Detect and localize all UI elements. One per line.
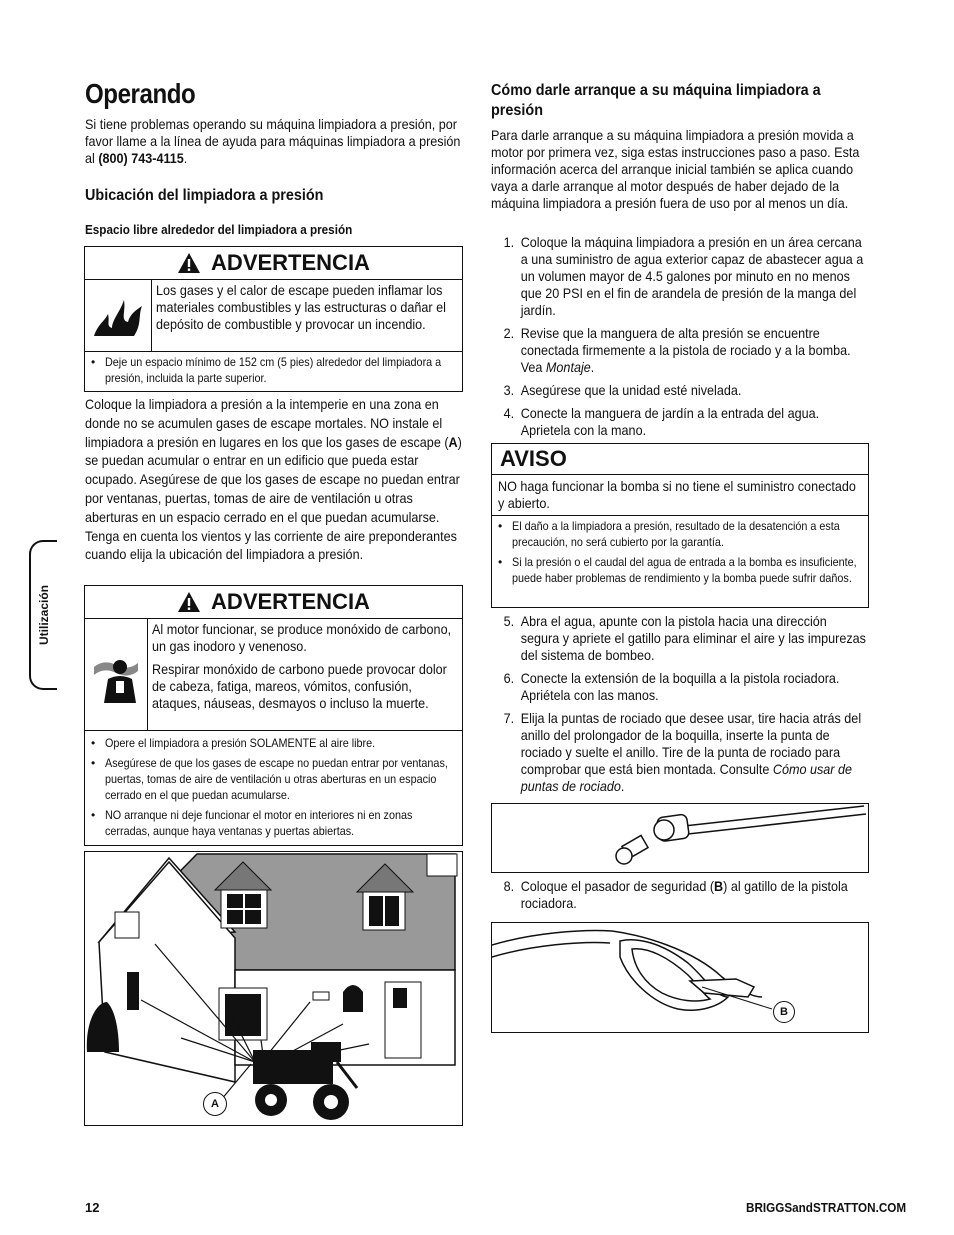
startup-steps-2 [491, 613, 867, 801]
warning-bullet [85, 805, 462, 841]
notice-text: NO haga funcionar la bomba si no tiene el suministro conectado y abierto. [498, 478, 856, 511]
step-text: Asegúrese que la unidad esté nivelada. [520, 382, 742, 398]
intro-paragraph [85, 116, 463, 167]
step-item [491, 325, 867, 376]
step-text: Coloque la máquina limpiadora a presión en un área cercana a una suministro de agua exterior capaz de abastecer agua a un volumen mayor de 4.5 galones por minuto en no menos que 20 PSI en el fin de arandela de presión de la manga del jardín. [520, 234, 864, 318]
warning-header [85, 247, 462, 280]
bullet-text: • Asegúrese de que los gases de escape no puedan entrar por ventanas, puertas, tomas de aire de ventilación u otras aberturas en un espacio cerrado en el que puedan acumularse. [105, 756, 448, 802]
notice-bullet [492, 516, 868, 552]
step-number: 6. [503, 670, 515, 686]
website: BRIGGSandSTRATTON.COM [746, 1200, 907, 1215]
left-column [85, 116, 463, 167]
step-number: 4. [503, 405, 515, 421]
warning-text-1: Al motor funcionar, se produce monóxido de carbono, un gas inodoro y venenoso. [152, 621, 452, 654]
spray-gun-illustration [492, 923, 867, 1031]
house-illustration [85, 852, 461, 1124]
notice-box [491, 443, 869, 608]
warning-row [85, 280, 462, 352]
step-text: Revise que la manguera de alta presión se encuentre conectada firmemente a la pistola de rociado y a la bomba. Vea [520, 325, 851, 375]
step-reference: Cómo usar de puntas de rociado [520, 761, 852, 794]
bullet-text: • Si la presión o el caudal del agua de entrada a la bomba es insuficiente, puede haber problemas de rendimiento y la bomba puede sufrir daños. [512, 555, 857, 585]
warning-triangle-icon [177, 591, 201, 613]
startup-intro: Para darle arranque a su máquina limpiadora a presión movida a motor por primera vez, siga estas instrucciones paso a paso. Esta información acerca del arranque inicial también se aplica cuando vaya a darle arranque al motor después de haber dejado de la máquina limpiadora a presión fuera de uso por al menos un día. [491, 127, 860, 211]
bullet-text: • NO arranque ni deje funcionar el motor en interiores ni en zonas cerradas, aunque haya ventanas y puertas abiertas. [105, 808, 413, 838]
warning-header [85, 586, 462, 619]
step-item [491, 613, 867, 664]
step-item [491, 878, 867, 912]
notice-header [492, 444, 868, 475]
step-number: 1. [503, 234, 515, 250]
step-item [491, 670, 867, 704]
warning-triangle-icon [177, 252, 201, 274]
warning-box-fire [84, 246, 463, 392]
step-label-b: B [714, 878, 724, 894]
warning-heading: ADVERTENCIA [211, 589, 370, 614]
step-end: . [590, 359, 595, 375]
page-title: Operando [85, 78, 196, 109]
spray-gun-figure [491, 922, 869, 1033]
right-section-title: Cómo darle arranque a su máquina limpiadora a presión [491, 82, 821, 119]
placement-text-b: ) se puedan acumular o entrar en un edificio que pueda estar ocupado. Asegúrese de que los gases de escape no puedan entrar por ventanas, puertas, tomas de aire de ventilación u otras aberturas en un espacio cerrado en el que puedan acumularse. Tenga en cuenta los vientos y las corriente de aire preponderantes cuando elija la ubicación del limpiadora a presión. [85, 433, 462, 563]
step-number: 8. [503, 878, 515, 894]
help-phone: (800) 743-4115 [98, 150, 184, 166]
section-title: Ubicación del limpiadora a presión [85, 187, 324, 204]
step-text: Coloque el pasador de seguridad ( [520, 878, 715, 894]
page-number: 12 [85, 1200, 100, 1215]
figure-label-b: B [773, 1001, 795, 1023]
step-text: Abra el agua, apunte con la pistola hacia una dirección segura y apriete el gatillo para eliminar el aire y las impurezas del sistema de bombeo. [520, 613, 866, 663]
notice-text-row [492, 475, 868, 516]
subsection-title: Espacio libre alrededor del limpiadora a presión [85, 222, 353, 237]
placement-text-a: Coloque la limpiadora a presión a la intemperie en una zona en donde no se acumulen gases de escape mortales. NO instale el limpiadora a presión en lugares en los que los gases de escape ( [85, 396, 449, 450]
bullet-text: • Opere el limpiadora a presión SOLAMENTE al aire libre. [105, 736, 376, 750]
nozzle-figure [491, 803, 869, 873]
step-number: 2. [503, 325, 515, 341]
warning-bullet [85, 352, 462, 388]
startup-steps-1 [491, 234, 867, 445]
side-tab [29, 540, 57, 690]
house-exhaust-figure [84, 851, 463, 1126]
bullet-text: • El daño a la limpiadora a presión, resultado de la desatención a esta precaución, no será cubierto por la garantía. [512, 519, 840, 549]
step-8 [491, 878, 867, 918]
bullet-text: • Deje un espacio mínimo de 152 cm (5 pies) alrededor del limpiadora a presión, incluida la parte superior. [105, 355, 442, 385]
notice-bullet [492, 552, 868, 588]
placement-label-a: A [448, 433, 458, 450]
step-item [491, 710, 867, 795]
warning-box-co [84, 585, 463, 846]
fire-icon [85, 280, 152, 351]
step-text: Elija la puntas de rociado que desee usar, tire hacia atrás del anillo del prolongador de la boquilla, inserte la punta de rociado y suelte el anillo. Tire de la punta de rociado para comprobar que está bien montada. Consulte [520, 710, 862, 777]
step-text-end: ) al gatillo de la pistola rociadora. [520, 878, 848, 911]
warning-text-2: Respirar monóxido de carbono puede provocar dolor de cabeza, fatiga, mareos, vómitos, confusión, ataques, náuseas, desmayos o incluso la muerte. [152, 661, 447, 711]
step-item [491, 382, 867, 399]
step-item [491, 234, 867, 319]
step-number: 3. [503, 382, 515, 398]
step-number: 5. [503, 613, 515, 629]
step-end: . [620, 778, 625, 794]
intro-end: . [183, 150, 188, 166]
warning-text: Los gases y el calor de escape pueden inflamar los materiales combustibles y las estructuras o dañar el depósito de combustible y provocar un incendio. [156, 282, 446, 332]
warning-bullet [85, 733, 462, 753]
intro-text: Si tiene problemas operando su máquina limpiadora a presión, por favor llame a la línea de ayuda para máquinas limpiadora a presión al [85, 116, 461, 166]
step-text: Conecte la extensión de la boquilla a la pistola rociadora. Apriétela con las manos. [520, 670, 840, 703]
side-tab-label: Utilización [37, 584, 51, 646]
nozzle-tip-illustration [492, 804, 867, 871]
toxic-fumes-icon [85, 619, 148, 730]
step-item [491, 405, 867, 439]
figure-label-a: A [203, 1092, 227, 1116]
step-text: Conecte la manguera de jardín a la entrada del agua. Aprietela con la mano. [520, 405, 820, 438]
placement-paragraph [85, 395, 463, 564]
warning-heading: ADVERTENCIA [211, 250, 370, 275]
step-reference: Montaje [545, 359, 591, 375]
step-number: 7. [503, 710, 515, 726]
notice-heading: AVISO [500, 446, 567, 471]
warning-bullet [85, 753, 462, 805]
warning-row [85, 619, 462, 731]
